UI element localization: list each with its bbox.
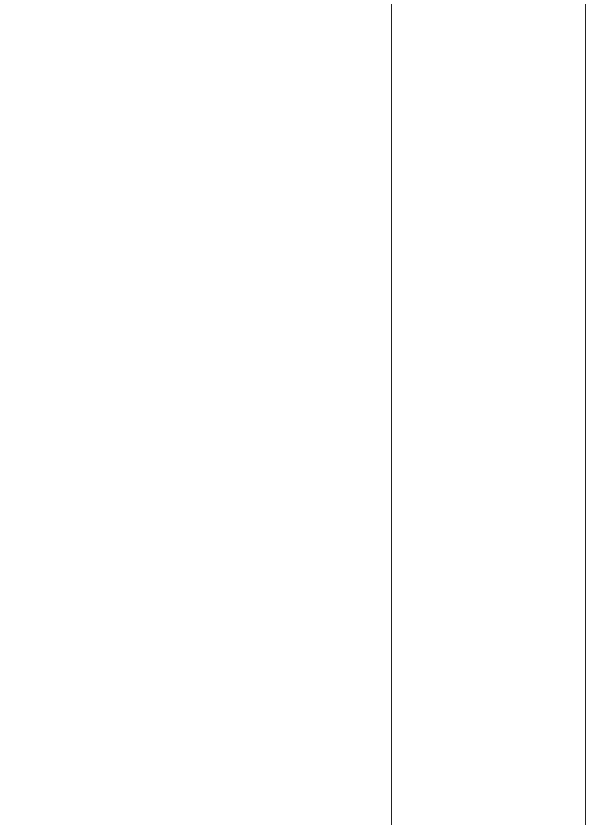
text-column-middle (197, 4, 391, 825)
text-column-right (4, 4, 197, 825)
text-column-left (392, 4, 586, 825)
